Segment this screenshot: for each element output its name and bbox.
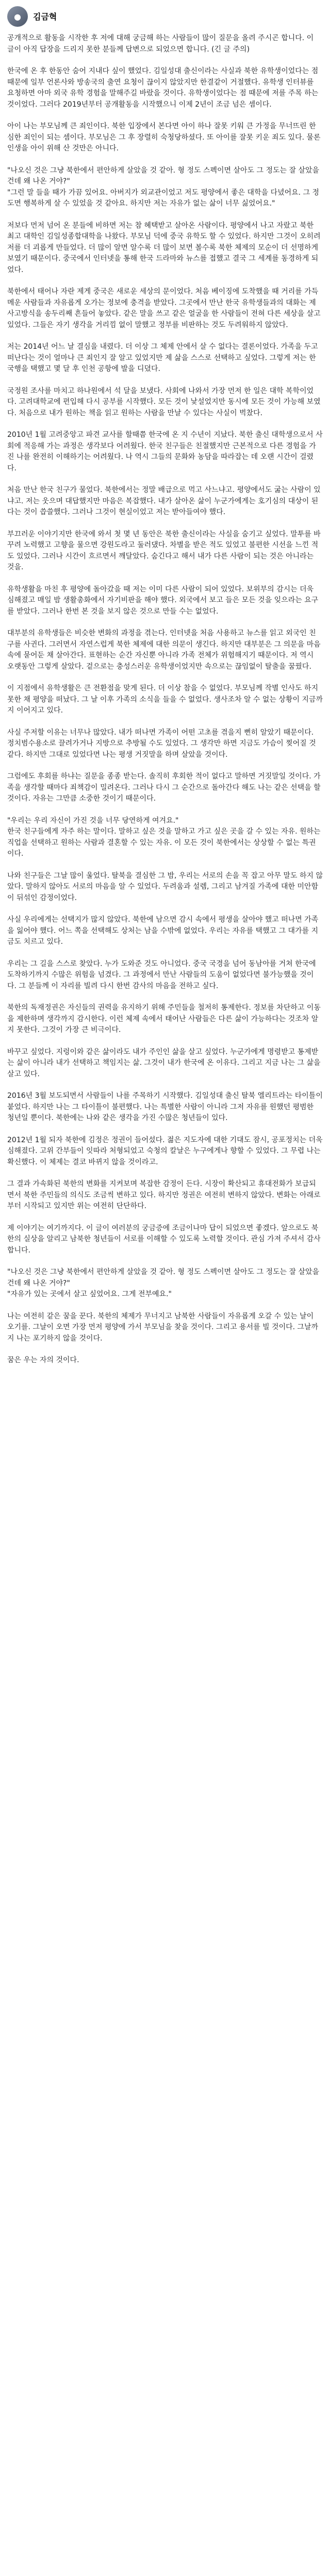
author-name[interactable]: 김금혁 [33,11,57,22]
post-body [0,31,330,1377]
post-paragraph: 2012년 1월 되자 북한에 김정은 정권이 들어섰다. 젊은 지도자에 대한 기대도 잠시, 공포정치는 더욱 심해졌다. 고위 간부들이 잇따라 처형되었고 숙청의 칼날은 누구에게나 향할 수 있었다. 그 무렵 나는 확신했다. 이 체제는 결코 바뀌지 않을 것이라고. [7,1136,325,1166]
post-paragraph: 이 지점에서 유학생활은 큰 전환점을 맞게 된다. 더 이상 참을 수 없었다. 부모님께 작별 인사도 하지 못한 채 평양을 떠났다. 그 날 이후 가족의 소식을 들을 수 없었다. 생사조차 알 수 없는 상황이 지금까지 이어지고 있다. [7,684,323,715]
post-paragraph: 저는 2014년 어느 날 결심을 내렸다. 더 이상 그 체제 안에서 살 수 없다는 결론이었다. 가족을 두고 떠난다는 것이 얼마나 큰 죄인지 잘 알고 있었지만 제 삶을 스스로 선택하고 싶었다. 그렇게 저는 한국행을 택했고 몇 달 후 인천 공항에 발을 디뎠다. [7,343,321,373]
post-paragraph: 우리는 그 길을 스스로 찾았다. 누가 도와준 것도 아니었다. 중국 국경을 넘어 동남아를 거쳐 한국에 도착하기까지 수많은 위험을 넘겼다. 그 과정에서 만난 사람들의 도움이 없었다면 불가능했을 것이다. 그 분들께 이 자리를 빌려 다시 한번 감사의 마음을 전하고 싶다. [7,959,319,990]
post-paragraph: 한국에 온 후 한동안 숨어 지내다 싶이 했었다. 김일성대 출신이라는 사실과 북한 유학생이었다는 점 때문에 일부 언론사와 방송국의 출연 요청이 끊이지 않았지만 한결같이 거절했다. 유학생 인터뷰를 요청하면 아마 외국 유학 경험을 말해주길 바랐을 것이다. 유학생이었다는 점 때문에 저를 주목 하는 것이었다. 그러다 2019년부터 공개활동을 시작했으니 이제 2년이 조금 넘은 셈이다. [7,67,321,109]
post-paragraph: 나는 여전히 같은 꿈을 꾼다. 북한의 체제가 무너지고 남북한 사람들이 자유롭게 오갈 수 있는 날이 오기를. 그날이 오면 가장 먼저 평양에 가서 부모님을 찾을 것이다. 그리고 용서를 빌 것이다. 그날까지 나는 포기하지 않을 것이다. [7,1312,319,1343]
post-paragraph: 2016년 3월 보도되면서 사람들이 나를 주목하기 시작했다. 김일성대 출신 탈북 엘리트라는 타이틀이 붙었다. 하지만 나는 그 타이틀이 불편했다. 나는 특별한 사람이 아니라 그저 자유를 원했던 평범한 청년일 뿐이다. 북한에는 나와 같은 생각을 가진 수많은 청년들이 있다. [7,1092,325,1122]
post-paragraph: 사실 주저할 이유는 너무나 많았다. 내가 떠나면 가족이 어떤 고초를 겪을지 뻔히 알았기 때문이다. 정치범수용소로 끌려가거나 지방으로 추방될 수도 있었다. 그 생각만 하면 지금도 가슴이 찢어질 것 같다. 하지만 그대로 있었다면 나는 평생 거짓말을 하며 살았을 것이다. [7,728,319,759]
post-paragraph: 2010년 1월 고려중앙고 파견 교사를 할때쯤 한국에 온 지 수년이 지났다. 북한 출신 대학생으로서 사회에 적응해 가는 과정은 생각보다 어려웠다. 한국 친구들은 친절했지만 근본적으로 다른 경험을 가진 나를 완전히 이해하기는 어려웠다. 나 역시 그들의 문화와 농담을 따라잡는 데 오랜 시간이 걸렸다. [7,431,323,472]
post-paragraph: 나와 친구들은 그날 많이 울었다. 탈북을 결심한 그 밤, 우리는 서로의 손을 꼭 잡고 아무 말도 하지 않았다. 말하지 않아도 서로의 마음을 알 수 있었다. 두려움과 설렘, 그리고 남겨질 가족에 대한 미안함이 뒤섞인 감정이었다. [7,871,323,902]
post-paragraph: 사실 우리에게는 선택지가 많지 않았다. 북한에 남으면 감시 속에서 평생을 살아야 했고 떠나면 가족을 잃어야 했다. 어느 쪽을 선택해도 상처는 남을 수밖에 없었다. 우리는 자유를 택했고 그 대가를 지금도 치르고 있다. [7,916,319,946]
post-paragraph: 제 이야기는 여기까지다. 이 글이 여러분의 궁금증에 조금이나마 답이 되었으면 좋겠다. 앞으로도 북한의 실상을 알리고 남북한 청년들이 서로를 이해할 수 있도록 노력할 것이다. 관심 가져 주셔서 감사합니다. [7,1224,321,1255]
post-header [0,0,330,31]
post-paragraph: "우리는 우리 자신이 가진 것을 너무 당연하게 여겨요." 한국 친구들에게 자주 하는 말이다. 말하고 싶은 것을 말하고 가고 싶은 곳을 갈 수 있는 자유. 원하는 직업을 선택하고 원하는 사람과 결혼할 수 있는 자유. 이 모든 것이 북한에서는 상상할 수 없는 특권이다. [7,816,321,858]
post-paragraph: "나오신 것은 그냥 북한에서 편안하게 살았을 것 같아. 형 정도 스펙이면 살아도 그 정도는 잘 살았을 건데 왜 나온 거야?" "자유가 있는 곳에서 살고 싶었어요. 그게 전부예요." [7,1268,320,1298]
author-block [33,10,57,23]
post-paragraph: 그 결과 가속화된 북한의 변화를 지켜보며 복잡한 감정이 든다. 시장이 확산되고 휴대전화가 보급되면서 북한 주민들의 의식도 조금씩 변하고 있다. 하지만 정권은 여전히 변하지 않았다. 변화는 아래로부터 시작되고 있지만 위는 여전히 단단하다. [7,1180,321,1210]
post-paragraph: 아이 나는 부모님께 큰 죄인이다. 북한 입장에서 본다면 아이 하나 잘못 키워 큰 가정을 무너뜨린 한심한 죄인이 되는 셈이다. 부모님은 그 후 장렬히 숙청당하셨다. 또 아이를 잘못 키운 죄도 있다. 물론 인생을 아이 위해 산 것만은 아니다. [7,122,323,152]
avatar[interactable] [7,6,28,27]
post-paragraph: 대부분의 유학생들은 비슷한 변화의 과정을 겪는다. 인터넷을 처음 사용하고 뉴스를 읽고 외국인 친구를 사귄다. 그러면서 자연스럽게 북한 체제에 대한 의문이 생긴다. 하지만 대부분은 그 의문을 마음속에 묻어둔 채 살아간다. 표현하는 순간 자신뿐 아니라 가족 전체가 위험해지기 때문이다. 저 역시 오랫동안 그렇게 살았다. 겉으로는 충성스러운 유학생이었지만 속으로는 끊임없이 탈출을 꿈꿨다. [7,629,321,671]
post-paragraph: 공개적으로 활동을 시작한 후 저에 대해 궁금해 하는 사람들이 많이 질문을 올려 주시곤 합니다. 이 글이 아직 답장을 드리지 못한 분들께 답변으로 되었으면 합니다. (긴 글 주의) [7,34,316,54]
post-paragraph: "나오신 것은 그냥 북한에서 편안하게 살았을 것 같아. 형 정도 스펙이면 살아도 그 정도는 잘 살았을 건데 왜 나온 거야?" "그런 말 들을 때가 가끔 있어요. 아버지가 외교관이었고 저도 평양에서 좋은 대학을 다녔어요. 그 정도면 행복하게 살 수 있었을 것 같아요. 하지만 저는 자유가 없는 삶이 너무 싫었어요." [7,166,320,208]
post-paragraph: 꿈은 우는 자의 것이다. [7,1356,79,1364]
post-paragraph: 국정원 조사를 마치고 하나원에서 석 달을 보냈다. 사회에 나와서 가장 먼저 한 일은 대학 복학이었다. 고려대학교에 편입해 다시 공부를 시작했다. 모든 것이 낯설었지만 동시에 모든 것이 가능해 보였다. 처음으로 내가 원하는 책을 읽고 원하는 사람을 만날 수 있다는 사실이 벅찼다. [7,386,321,417]
post-paragraph: 북한의 독재정권은 자신들의 권력을 유지하기 위해 주민들을 철저히 통제한다. 정보를 차단하고 이동을 제한하며 생각까지 감시한다. 이런 체제 속에서 태어난 사람들은 다른 삶이 가능하다는 것조차 알지 못한다. 그것이 가장 큰 비극이다. [7,1004,321,1034]
post-paragraph: 유학생활을 마친 후 평양에 돌아갔을 때 저는 이미 다른 사람이 되어 있었다. 보위부의 감시는 더욱 심해졌고 매일 밤 생활총화에서 자기비판을 해야 했다. 외국에서 보고 들은 모든 것을 잊으라는 요구를 받았다. 그러나 한번 본 것을 보지 않은 것으로 만들 수는 없었다. [7,585,319,616]
post-paragraph: 부끄러운 이야기지만 한국에 와서 첫 몇 년 동안은 북한 출신이라는 사실을 숨기고 싶었다. 말투를 바꾸려 노력했고 고향을 물으면 강원도라고 둘러댔다. 차별을 받은 적도 있었고 불편한 시선을 느낀 적도 있었다. 그러나 시간이 흐르면서 깨달았다. 숨긴다고 해서 내가 다른 사람이 되는 것은 아니라는 것을. [7,530,321,571]
post-paragraph: 그럼에도 후회를 하냐는 질문을 종종 받는다. 솔직히 후회한 적이 없다고 말하면 거짓말일 것이다. 가족을 생각할 때마다 죄책감이 밀려온다. 그러나 다시 그 순간으로 돌아간다 해도 나는 같은 선택을 할 것이다. 자유는 그만큼 소중한 것이기 때문이다. [7,772,323,803]
post-paragraph: 북한에서 태어나 자란 제게 중국은 새로운 세상의 문이었다. 처음 베이징에 도착했을 때 거리를 가득 메운 사람들과 자유롭게 오가는 정보에 충격을 받았다. 그곳에서 만난 한국 유학생들과의 대화는 제 사고방식을 송두리째 흔들어 놓았다. 같은 말을 쓰고 같은 얼굴을 한 사람들이 전혀 다른 세상을 살고 있었다. 그들은 자기 생각을 거리낌 없이 말했고 정부를 비판하는 것도 두려워하지 않았다. [7,287,323,329]
post-paragraph: 바꾸고 싶었다. 지렁이와 같은 삶이라도 내가 주인인 삶을 살고 싶었다. 누군가에게 명령받고 통제받는 삶이 아니라 내가 선택하고 책임지는 삶. 그것이 내가 한국에 온 이유다. 그리고 지금 나는 그 삶을 살고 있다. [7,1047,323,1078]
post-paragraph: 저보다 먼저 넘어 온 분들에 비하면 저는 참 혜택받고 살아온 사람이다. 평양에서 나고 자랐고 북한 최고 대학인 김일성종합대학을 나왔다. 부모님 덕에 중국 유학도 할 수 있었다. 하지만 그것이 오히려 저를 더 괴롭게 만들었다. 더 많이 알면 알수록 더 많이 보면 볼수록 북한 체제의 모순이 더 선명하게 보였기 때문이다. 중국에서 인터넷을 통해 한국 드라마와 뉴스를 접했고 결국 그 세계를 동경하게 되었다. [7,221,323,274]
profile-icon: ● [14,11,21,22]
post-paragraph: 처음 만난 한국 친구가 물었다. 북한에서는 정말 배급으로 먹고 사느냐고. 평양에서도 굶는 사람이 있냐고. 저는 웃으며 대답했지만 마음은 복잡했다. 내가 살아온 삶이 누군가에게는 호기심의 대상이 된다는 것이 씁쓸했다. 그러나 그것이 현실이었고 저는 받아들여야 했다. [7,486,321,516]
